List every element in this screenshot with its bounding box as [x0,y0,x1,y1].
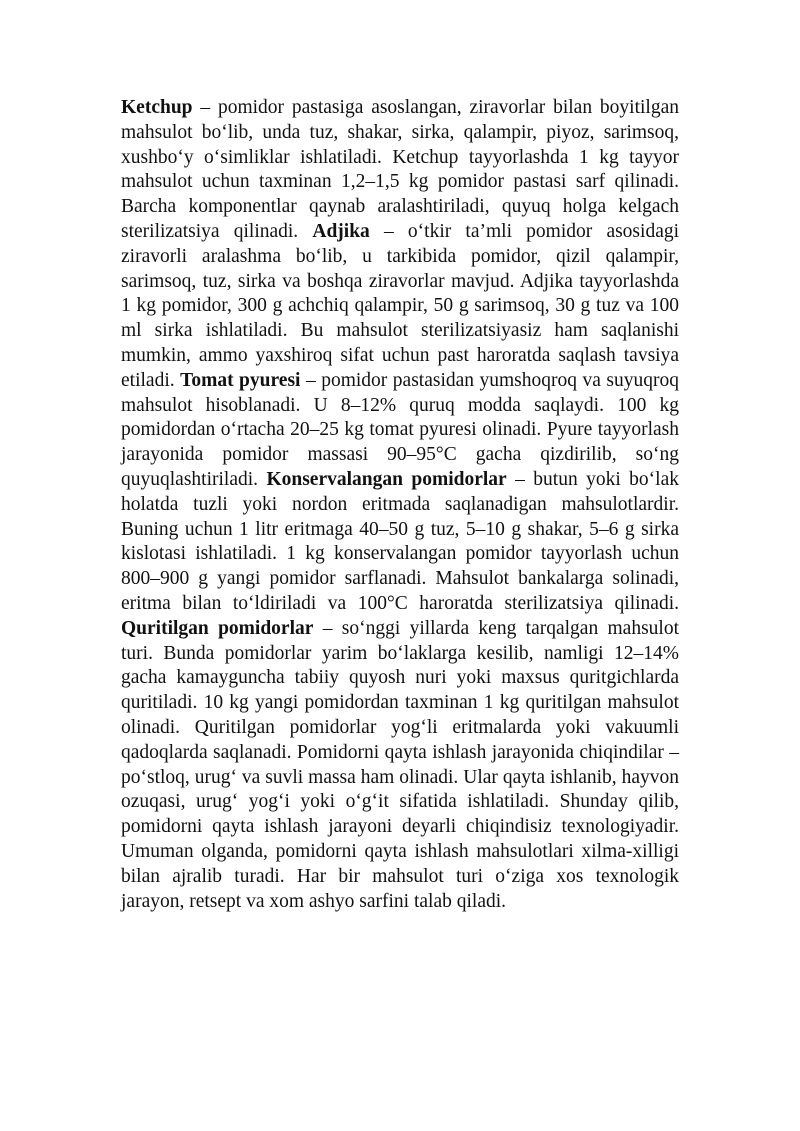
document-page [121,96,679,914]
term-tomat-pyuresi: Tomat pyuresi [180,369,301,391]
text-quritilgan-pomidorlar: – so‘nggi yillarda keng tarqalgan mahsulot turi. Bunda pomidorlar yarim bo‘laklarga kesilib, namligi 12–14% gacha kamayguncha tabiiy quyosh nuri yoki maxsus quritgichlarda quritiladi. 10 kg yangi pomidordan taxminan 1 kg quritilgan mahsulot olinadi. Quritilgan pomidorlar yog‘li eritmalarda yoki vakuumli qadoqlarda saqlanadi. Pomidorni qayta ishlash jarayonida chiqindilar – po‘stloq, urug‘ va suvli massa ham olinadi. Ular qayta ishlanib, hayvon ozuqasi, urug‘ yog‘i yoki o‘g‘it sifatida ishlatiladi. Shunday qilib, pomidorni qayta ishlash jarayoni deyarli chiqindisiz texnologiyadir. Umuman olganda, pomidorni qayta ishlash mahsulotlari xilma-xilligi bilan ajralib turadi. Har bir mahsulot turi o‘ziga xos texnologik jarayon, retsept va xom ashyo sarfini talab qiladi. [121,617,679,912]
text-adjika: – o‘tkir ta’mli pomidor asosidagi ziravorli aralashma bo‘lib, u tarkibida pomidor, qizil qalampir, sarimsoq, tuz, sirka va boshqa ziravorlar mavjud. Adjika tayyorlashda 1 kg pomidor, 300 g achchiq qalampir, 50 g sarimsoq, 30 g tuz va 100 ml sirka ishlatiladi. Bu mahsulot sterilizatsiyasiz ham saqlanishi mumkin, ammo yaxshiroq sifat uchun past haroratda saqlash tavsiya etiladi. [121,220,680,391]
term-quritilgan-pomidorlar: Quritilgan pomidorlar [121,617,314,639]
text-ketchup: – pomidor pastasiga asoslangan, ziravorlar bilan boyitilgan mahsulot bo‘lib, unda tuz, shakar, sirka, qalampir, piyoz, sarimsoq, xushbo‘y o‘simliklar ishlatiladi. Ketchup tayyorlashda 1 kg tayyor mahsulot uchun taxminan 1,2–1,5 kg pomidor pastasi sarf qilinadi. Barcha komponentlar qaynab aralashtiriladi, quyuq holga kelgach sterilizatsiya qilinadi. [121,97,679,242]
text-konservalangan-pomidorlar: – butun yoki bo‘lak holatda tuzli yoki nordon eritmada saqlanadigan mahsulotlardir. Buning uchun 1 litr eritmaga 40–50 g tuz, 5–10 g shakar, 5–6 g sirka kislotasi ishlatiladi. 1 kg konservalangan pomidor tayyorlash uchun 800–900 g yangi pomidor sarflanadi. Mahsulot bankalarga solinadi, eritma bilan to‘ldiriladi va 100°C haroratda sterilizatsiya qilinadi. [121,468,679,614]
term-adjika: Adjika [312,220,370,242]
term-konservalangan-pomidorlar: Konservalangan pomidorlar [266,468,507,490]
term-ketchup: Ketchup [121,97,193,118]
body-paragraph [121,96,679,914]
text-tomat-pyuresi: – pomidor pastasidan yumshoqroq va suyuqroq mahsulot hisoblanadi. U 8–12% quruq modda saqlaydi. 100 kg pomidordan o‘rtacha 20–25 kg tomat pyuresi olinadi. Pyure tayyorlash jarayonida pomidor massasi 90–95°C gacha qizdirilib, so‘ng quyuqlashtiriladi. [121,369,680,490]
